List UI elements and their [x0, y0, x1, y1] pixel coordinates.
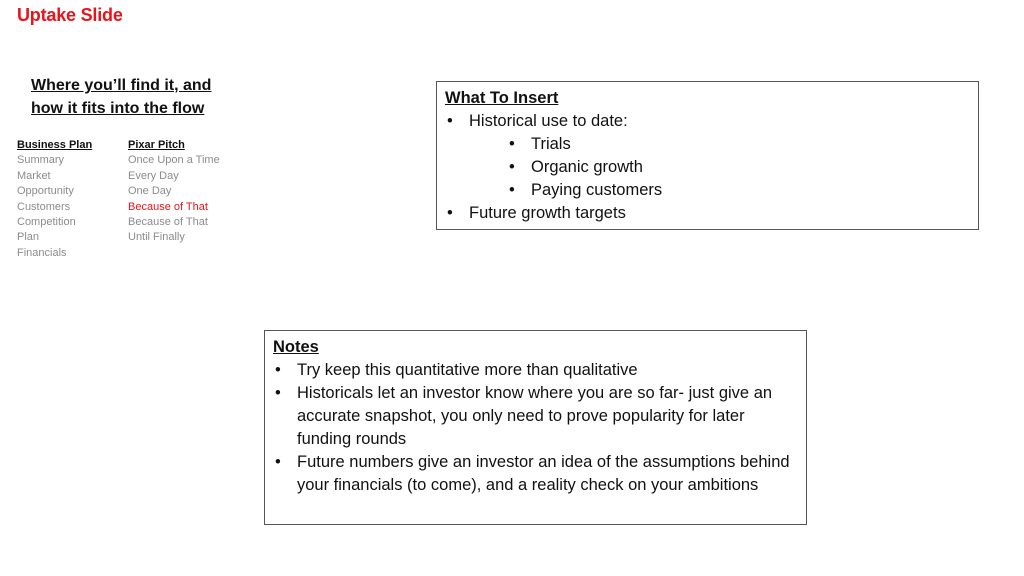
pixar-pitch-item: Once Upon a Time: [128, 154, 220, 167]
business-plan-column: [17, 138, 92, 261]
what-to-insert-item: [445, 110, 970, 202]
notes-item: • Try keep this quantitative more than qualitative: [273, 359, 798, 382]
business-plan-item: Opportunity: [17, 185, 74, 198]
what-to-insert-subitem: • Organic growth: [469, 156, 970, 179]
pixar-pitch-column: [128, 138, 220, 246]
notes-heading: Notes: [273, 338, 319, 356]
slide-title: Uptake Slide: [17, 5, 123, 25]
what-to-insert-heading: What To Insert: [445, 89, 559, 107]
pixar-pitch-heading: Pixar Pitch: [128, 139, 185, 151]
what-to-insert-sublist: [469, 133, 970, 202]
notes-list: [273, 359, 798, 497]
pixar-pitch-item: Because of That: [128, 216, 208, 229]
business-plan-item: Competition: [17, 216, 76, 229]
notes-box: [264, 330, 807, 525]
where-heading: [31, 74, 211, 120]
what-to-insert-box: [436, 81, 979, 230]
business-plan-item: Market: [17, 169, 51, 182]
pixar-pitch-item: Until Finally: [128, 231, 185, 244]
pixar-pitch-item: One Day: [128, 185, 172, 198]
notes-item: • Future numbers give an investor an idea of the assumptions behind your financials (to come), and a reality check on your ambitions: [273, 451, 798, 497]
pixar-pitch-item: Every Day: [128, 169, 179, 182]
what-to-insert-item: • Future growth targets: [445, 202, 970, 225]
business-plan-item: Plan: [17, 231, 40, 244]
where-heading-line-1: Where you’ll find it, and: [31, 77, 212, 94]
business-plan-heading: Business Plan: [17, 139, 93, 151]
where-heading-line-2: how it fits into the flow: [31, 100, 205, 117]
business-plan-item: Summary: [17, 154, 65, 167]
what-to-insert-list: [445, 110, 970, 225]
notes-item: • Historicals let an investor know where you are so far- just give an accurate snapshot, you only need to prove popularity for later funding rounds: [273, 382, 798, 451]
business-plan-item: Customers: [17, 200, 71, 213]
pixar-pitch-item-current: Because of That: [128, 200, 208, 213]
what-to-insert-subitem: • Trials: [469, 133, 970, 156]
what-to-insert-item-text: Historical use to date:: [469, 112, 628, 130]
business-plan-item: Financials: [17, 246, 67, 259]
what-to-insert-subitem: • Paying customers: [469, 179, 970, 202]
